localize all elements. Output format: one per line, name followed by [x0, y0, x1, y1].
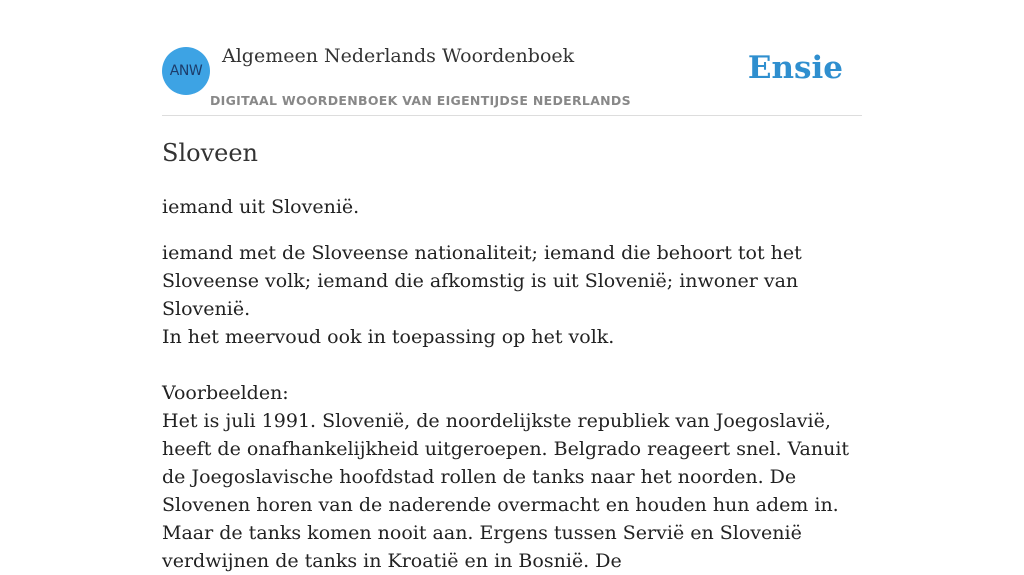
- short-definition: iemand uit Slovenië.: [162, 196, 360, 218]
- examples-label: Voorbeelden:: [162, 382, 289, 404]
- paragraph-spacer: [162, 351, 862, 379]
- site-title[interactable]: Algemeen Nederlands Woordenboek: [222, 45, 575, 67]
- definition-body: [162, 239, 862, 575]
- example-text: Het is juli 1991. Slovenië, de noordelijkste republiek van Joegoslavië, heeft de onafhankelijkheid uitgeroepen. Belgrado reageert snel. Vanuit de Joegoslavische hoofdstad rollen de tanks naar het noorden. De Slovenen horen van de naderende overmacht en houden hun adem in. Maar de tanks komen nooit aan. Ergens tussen Servië en Slovenië verdwijnen de tanks in Kroatië en in Bosnië. De: [162, 410, 850, 572]
- header-divider: [162, 115, 862, 116]
- definition-text: iemand met de Sloveense nationaliteit; iemand die behoort tot het Sloveense volk; iemand die afkomstig is uit Slovenië; inwoner van Slovenië.: [162, 242, 802, 320]
- logo-text: ANW: [169, 63, 203, 79]
- usage-note: In het meervoud ook in toepassing op het volk.: [162, 326, 615, 348]
- ensie-brand-link[interactable]: Ensie: [747, 50, 843, 86]
- site-subtitle: DIGITAAL WOORDENBOEK VAN EIGENTIJDSE NEDERLANDS: [210, 93, 631, 108]
- entry-title: Sloveen: [162, 139, 258, 167]
- anw-logo[interactable]: [162, 47, 210, 95]
